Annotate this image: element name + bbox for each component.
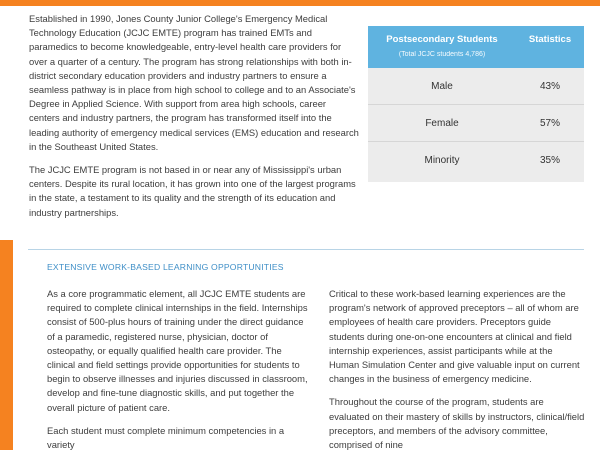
left-column (47, 287, 309, 450)
orange-accent-strip (0, 240, 13, 450)
table-row (368, 68, 584, 105)
right-paragraph-2: Throughout the course of the program, students are evaluated on their mastery of skills by instructors, clinical/field preceptors, and members of the advisory committee, comprised of nine (329, 396, 585, 450)
section-heading: EXTENSIVE WORK-BASED LEARNING OPPORTUNITIES (47, 262, 284, 272)
table-row (368, 105, 584, 142)
row-label: Minority (424, 155, 460, 166)
intro-paragraph-2: The JCJC EMTE program is not based in or near any of Mississippi's urban centers. Despite its rural location, it has grown into one of the largest programs in the state, a testament to its quality and the strength of its education and industry partnerships. (29, 164, 356, 218)
row-value: 43% (539, 80, 560, 92)
intro-text (29, 12, 359, 229)
right-paragraph-1: Critical to these work-based learning experiences are the program's network of approved preceptors – all of whom are employees of health care providers. Preceptors guide students during one-on-one encounters at clinical and field internship experiences, assist participants while at the Human Simulation Center and give valuable input on current changes in the business of emergency medicine. (329, 288, 580, 385)
top-banner (0, 0, 600, 6)
row-label: Male (431, 80, 453, 92)
stats-table-header (368, 26, 584, 68)
row-value: 35% (539, 155, 560, 166)
right-column (329, 287, 585, 450)
intro-paragraph-1: Established in 1990, Jones County Junior College's Emergency Medical Technology Education (JCJC EMTE) program has trained EMTs and paramedics to become knowledgeable, entry-level health care providers for over a quarter of a century. The program has strong relationships with both in-district secondary education providers and industry partners to ensure a seamless pathway is in place from high school to college and to an Associate's Degree in Applied Science. With support from area high schools, career centers and industry partners, the program has transformed itself into the leading authority of emergency medical services (EMS) education and research in the Southeast United States. (29, 13, 359, 152)
table-row (368, 142, 584, 179)
section-divider (28, 249, 584, 250)
stats-table (368, 26, 584, 182)
row-label: Female (425, 117, 459, 129)
header-students: Postsecondary Students (386, 34, 498, 45)
header-statistics: Statistics (528, 34, 572, 45)
header-subtitle: (Total JCJC students 4,786) (398, 51, 486, 58)
row-value: 57% (539, 117, 560, 129)
left-paragraph-1: As a core programmatic element, all JCJC EMTE students are required to complete clinical internships in the field. Internships consist of 500-plus hours of training under the direct guidance of a paramedic, registered nurse, physician, doctor of osteopathy, or equally qualified health care provider. The clinical and field settings provide opportunities for students to begin to observe illnesses and injuries discussed in classroom, develop and fine-tune diagnostic skills, and put together the overall picture of patient care. (47, 288, 308, 413)
left-paragraph-2: Each student must complete minimum competencies in a variety (47, 424, 285, 450)
